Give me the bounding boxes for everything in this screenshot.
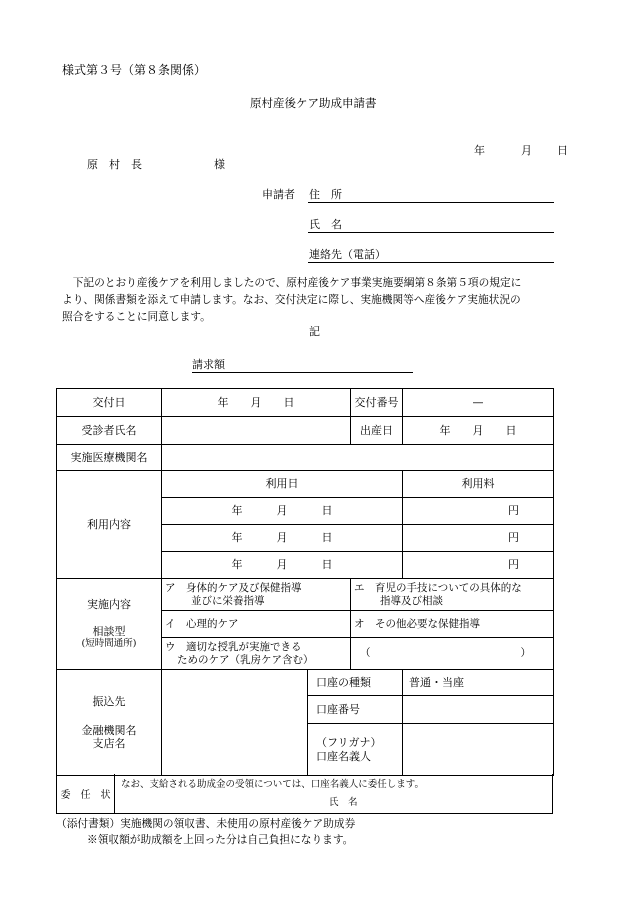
usage-1-yen: 円 (508, 504, 519, 518)
usage-1-year: 年 (231, 504, 243, 518)
patient-name-label: 受診者氏名 (57, 417, 162, 445)
holder-label: 口座名義人 (316, 749, 371, 763)
addressee: 原 村 長 (87, 158, 142, 171)
birth-day-label: 日 (505, 423, 517, 437)
usage-2-month: 月 (276, 531, 288, 545)
usage-label: 利用内容 (57, 471, 162, 579)
usage-3-day: 日 (321, 558, 333, 572)
body-line-3: 照合をすることに同意します。 (62, 310, 211, 323)
usage-3-year: 年 (231, 558, 243, 572)
facility-field[interactable] (162, 445, 554, 471)
usage-2-day: 日 (321, 531, 333, 545)
account-number-label: 口座番号 (308, 696, 403, 724)
birth-date-label: 出産日 (351, 417, 403, 445)
care-e-line2: 指導及び相談 (380, 594, 443, 607)
usage-date-1[interactable] (162, 498, 403, 525)
attachments-note: （添付書類）実施機関の領収書、未使用の原村産後ケア助成券 (56, 817, 356, 830)
usage-date-2[interactable] (162, 525, 403, 552)
usage-fee-3[interactable] (403, 552, 554, 579)
care-a-line2: 並びに栄養指導 (191, 594, 265, 607)
account-type-label: 口座の種類 (308, 670, 403, 696)
transfer-label: 振込先 (92, 694, 126, 708)
care-option-a[interactable] (162, 579, 351, 611)
usage-fee-header: 利用料 (403, 471, 554, 498)
delegation-text: なお、支給される助成金の受領については、口座名義人に委任します。 (121, 779, 425, 790)
account-number-field[interactable] (403, 696, 554, 724)
patient-name-field[interactable] (162, 417, 351, 445)
claim-amount-field[interactable] (192, 372, 413, 373)
ki-label: 記 (309, 325, 320, 338)
care-a-line1: ア 身体的ケア及び保健指導 (165, 581, 302, 594)
birth-date-field[interactable] (403, 417, 554, 445)
care-other-close: ） (520, 647, 531, 660)
holder-field[interactable] (403, 724, 554, 776)
branch-label: 支店名 (92, 737, 126, 751)
date-month-label: 月 (521, 144, 532, 157)
contact-field[interactable] (308, 262, 554, 263)
usage-1-month: 月 (276, 504, 288, 518)
application-table (56, 388, 554, 776)
name-field[interactable] (308, 232, 554, 233)
furigana-label: （フリガナ） (316, 736, 382, 750)
usage-2-year: 年 (231, 531, 243, 545)
address-label: 住 所 (309, 188, 342, 201)
issue-number-label: 交付番号 (351, 389, 403, 417)
bank-field[interactable] (162, 670, 308, 776)
issue-date-field[interactable] (162, 389, 351, 417)
care-u-line1: ウ 適切な授乳が実施できる (165, 640, 302, 653)
delegation-box (56, 774, 553, 814)
form-number: 様式第３号（第８条関係） (62, 63, 207, 77)
usage-1-day: 日 (321, 504, 333, 518)
holder-cell (308, 724, 403, 776)
issue-number-value[interactable]: — (403, 389, 554, 417)
contact-label: 連絡先（電話） (309, 248, 386, 261)
care-other-open: （ (360, 647, 371, 660)
consult-type-label: 相談型 (92, 625, 126, 639)
issue-month-label: 月 (250, 395, 262, 409)
name-label: 氏 名 (309, 218, 342, 231)
birth-year-label: 年 (439, 423, 451, 437)
facility-label: 実施医療機関名 (57, 445, 162, 471)
usage-3-yen: 円 (508, 558, 519, 572)
usage-3-month: 月 (276, 558, 288, 572)
body-line-2: より、関係書類を添えて申請します。なお、交付決定に際し、実施機関等へ産後ケア実施状況の (62, 293, 521, 306)
usage-fee-1[interactable] (403, 498, 554, 525)
usage-date-header: 利用日 (162, 471, 403, 498)
issue-year-label: 年 (217, 395, 229, 409)
care-content-cell (57, 579, 162, 670)
date-year-label: 年 (474, 144, 485, 157)
usage-date-3[interactable] (162, 552, 403, 579)
issue-date-label: 交付日 (57, 389, 162, 417)
address-field[interactable] (308, 202, 554, 203)
care-option-e[interactable] (351, 579, 554, 611)
care-option-o[interactable]: オ その他必要な保健指導 (351, 611, 554, 638)
transfer-cell (57, 670, 162, 776)
body-line-1: 下記のとおり産後ケアを利用しましたので、原村産後ケア事業実施要綱第８条第５項の規定に (62, 276, 522, 289)
honorific: 様 (214, 158, 225, 171)
usage-fee-2[interactable] (403, 525, 554, 552)
claim-label: 請求額 (192, 358, 225, 371)
page-title: 原村産後ケア助成申請書 (250, 96, 377, 110)
birth-month-label: 月 (472, 423, 484, 437)
delegation-name-label: 氏 名 (329, 797, 358, 808)
care-other-field[interactable] (351, 638, 554, 670)
care-u-line2: ためのケア（乳房ケア含む） (177, 653, 314, 666)
bank-label: 金融機関名 (81, 723, 137, 737)
delegation-label: 委 任 状 (57, 774, 115, 813)
care-option-i[interactable]: イ 心理的ケア (162, 611, 351, 638)
consult-type-sub: (短時間通所) (81, 638, 137, 650)
care-e-line1: エ 育児の手技についての具体的な (354, 581, 522, 594)
account-type-value[interactable]: 普通・当座 (403, 670, 554, 696)
care-option-u[interactable] (162, 638, 351, 670)
self-pay-note: ※領収額が助成額を上回った分は自己負担になります。 (87, 833, 354, 846)
issue-day-label: 日 (283, 395, 295, 409)
date-day-label: 日 (557, 144, 568, 157)
usage-2-yen: 円 (508, 531, 519, 545)
applicant-label: 申請者 (262, 188, 295, 201)
care-content-label: 実施内容 (87, 598, 131, 612)
